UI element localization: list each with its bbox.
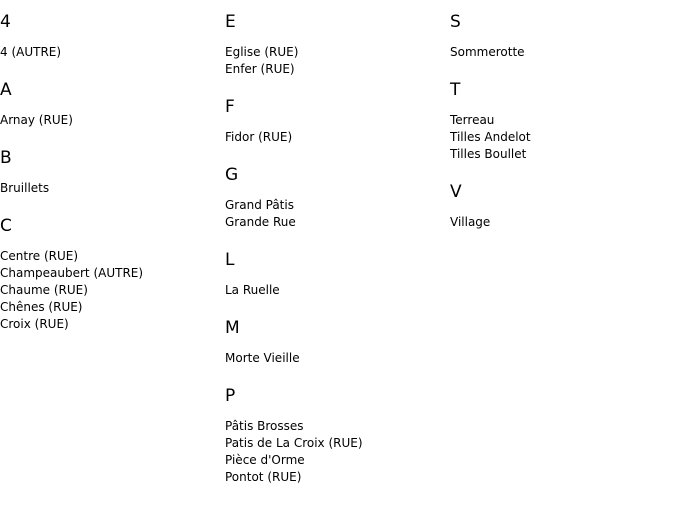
street-link[interactable]: Chaume (RUE) [0,283,88,297]
letter-heading: T [450,80,461,100]
street-link[interactable]: Champeaubert (AUTRE) [0,266,144,280]
letter-heading: E [225,12,236,32]
street-link[interactable]: Morte Vieille [225,351,300,365]
street-link[interactable]: 4 (AUTRE) [0,45,62,59]
letter-heading: A [0,80,12,100]
index-column-1 [0,12,225,352]
letter-group [0,216,225,333]
street-link[interactable]: Eglise (RUE) [225,45,299,59]
street-link[interactable]: Enfer (RUE) [225,62,295,76]
street-link[interactable]: Centre (RUE) [0,249,79,263]
street-link[interactable]: Chênes (RUE) [0,300,83,314]
street-link[interactable]: Pièce d'Orme [225,453,305,467]
index-column-2 [225,12,450,505]
street-link[interactable]: Terreau [450,113,495,127]
letter-group [225,386,450,486]
street-link[interactable]: Grande Rue [225,215,296,229]
letter-heading: F [225,97,235,117]
index-column-3 [450,12,675,250]
letter-group [0,148,225,197]
letter-group [225,250,450,299]
street-link[interactable]: Pontot (RUE) [225,470,302,484]
letter-group [450,182,675,231]
letter-group [225,318,450,367]
street-link[interactable]: Pâtis Brosses [225,419,304,433]
letter-heading: V [450,182,462,202]
letter-group [225,97,450,146]
letter-heading: M [225,318,240,338]
letter-heading: G [225,165,239,185]
letter-group [0,12,225,61]
street-link[interactable]: Tilles Boullet [450,147,527,161]
street-link[interactable]: Village [450,215,491,229]
letter-heading: C [0,216,12,236]
street-link[interactable]: Grand Pâtis [225,198,294,212]
street-link[interactable]: Bruillets [0,181,50,195]
street-link[interactable]: Tilles Andelot [450,130,531,144]
letter-heading: 4 [0,12,11,32]
street-link[interactable]: Sommerotte [450,45,525,59]
street-link[interactable]: Arnay (RUE) [0,113,73,127]
street-link[interactable]: La Ruelle [225,283,280,297]
street-link[interactable]: Croix (RUE) [0,317,69,331]
letter-group [225,165,450,231]
letter-group [225,12,450,78]
letter-group [0,80,225,129]
letter-heading: L [225,250,235,270]
letter-heading: S [450,12,461,32]
letter-heading: P [225,386,236,406]
street-link[interactable]: Fidor (RUE) [225,130,293,144]
letter-group [450,12,675,61]
letter-heading: B [0,148,12,168]
letter-group [450,80,675,163]
street-link[interactable]: Patis de La Croix (RUE) [225,436,363,450]
